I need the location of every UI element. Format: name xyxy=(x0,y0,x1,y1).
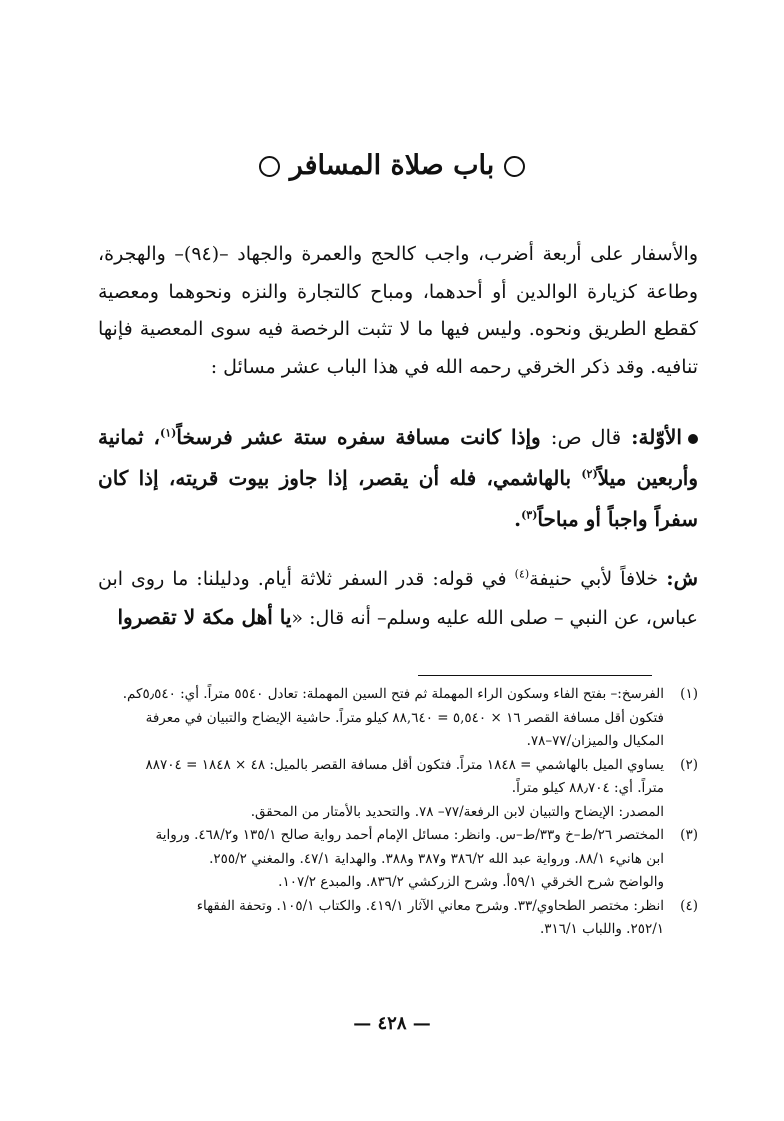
footnote-ref-2[interactable]: (٢) xyxy=(581,467,598,481)
chapter-title xyxy=(0,150,784,181)
footnote-line: المكيال والميزان/٧٧–٧٨. xyxy=(526,733,664,749)
circle-ornament-icon xyxy=(504,156,525,177)
commentary-text-1: خلافاً لأبي حنيفة xyxy=(529,568,659,590)
footnote-number: (٢) xyxy=(680,756,698,773)
circle-ornament-icon xyxy=(259,156,280,177)
hadith-quote: يا أهل مكة لا تقصروا xyxy=(117,604,292,629)
qala-text: قال ص: xyxy=(550,425,622,449)
footnotes-section xyxy=(98,683,698,942)
chapter-title-text: باب صلاة المسافر xyxy=(289,150,495,181)
first-issue-paragraph xyxy=(98,417,698,540)
commentary-paragraph xyxy=(98,560,698,637)
footnote-line: ٢٥٢/١. واللباب ٣١٦/١. xyxy=(539,921,664,937)
matn-text-2: ، ثمانية وأربعين ميلاً xyxy=(98,425,698,490)
issue-label: الأوّلة: xyxy=(631,425,682,449)
footnote-line: فتكون أقل مسافة القصر ١٦ × ٥,٥٤٠ = ٨٨,٦٤٠ كيلو متراً. حاشية الإيضاح والتبيان في معرفة xyxy=(145,709,664,726)
matn-text-3: بالهاشمي، فله أن يقصر، إذا جاوز بيوت قريته، إذا كان سفراً واجباً أو مباحاً xyxy=(98,466,698,531)
footnote-line: يساوي الميل بالهاشمي = ١٨٤٨ متراً. فتكون أقل مسافة القصر بالميل: ٤٨ × ١٨٤٨ = ٨٨٧٠٤ xyxy=(145,756,664,773)
footnote xyxy=(98,754,698,825)
footnote-line: المختصر ٢٦/ط–خ و٣٣/ط–س. وانظر: مسائل الإمام أحمد رواية صالح ١٣٥/١ و٤٦٨/٢. ورواية xyxy=(155,827,664,843)
matn-text-1: وإذا كانت مسافة سفره ستة عشر فرسخاً xyxy=(176,425,541,449)
footnote-ref-3[interactable]: (٣) xyxy=(521,508,538,522)
bullet-icon xyxy=(688,434,698,444)
footnote-line: الفرسخ:– بفتح الفاء وسكون الراء المهملة ثم فتح السين المهملة: تعادل ٥٥٤٠ متراً. أي: ٥٫٥٤٠كم. xyxy=(122,686,664,702)
footnote-line: انظر: مختصر الطحاوي/٣٣. وشرح معاني الآثار ٤١٩/١. والكتاب ١٠٥/١. وتحفة الفقهاء xyxy=(196,897,664,914)
commentary-label: ش: xyxy=(666,566,698,590)
footnote-number: (١) xyxy=(680,686,698,702)
matn-end: . xyxy=(514,507,522,531)
intro-paragraph: والأسفار على أربعة أضرب، واجب كالحج والعمرة والجهاد –(٩٤)– والهجرة، وطاعة كزيارة الوالدين أو أحدهما، ومباح كالتجارة والنزه ونحوهما ومعصية كقطع الطريق ونحوه. وليس فيها ما لا تثبت الرخصة فيه سوى المعصية فإنها تنافيه. وقد ذكر الخرقي رحمه الله في هذا الباب عشر مسائل : xyxy=(98,243,698,378)
footnote-line: المصدر: الإيضاح والتبيان لابن الرفعة/٧٧– ٧٨. والتحديد بالأمتار من المحقق. xyxy=(250,803,664,820)
footnote-number: (٤) xyxy=(680,897,698,914)
footnote-ref-4[interactable]: (٤) xyxy=(514,567,530,581)
footnote-line: متراً. أي: ٨٨٫٧٠٤ كيلو متراً. xyxy=(511,780,664,796)
footnote xyxy=(98,683,698,754)
page-number: — ٤٢٨ — xyxy=(353,1013,431,1034)
footnote-line: ابن هانيء ٨٨/١. ورواية عبد الله ٣٨٦/٢ و٣٨٧ و٣٨٨. والهداية ٤٧/١. والمغني ٢٥٥/٢. xyxy=(209,850,664,867)
commentary-text-2: في قوله: قدر السفر ثلاثة أيام. ودليلنا: ما روى ابن عباس، عن النبي – صلى الله عليه وسلم– أنه قال: « xyxy=(98,568,698,629)
footnote xyxy=(98,824,698,895)
footnote-divider xyxy=(418,675,652,676)
footnote-number: (٣) xyxy=(680,827,698,843)
footnote-ref-1[interactable]: (١) xyxy=(159,426,177,440)
footnote xyxy=(98,895,698,942)
footnote-line: والواضح شرح الخرقي ٥٩/١أ. وشرح الزركشي ٨٣٦/٢. والمبدع ١٠٧/٢. xyxy=(278,874,664,890)
